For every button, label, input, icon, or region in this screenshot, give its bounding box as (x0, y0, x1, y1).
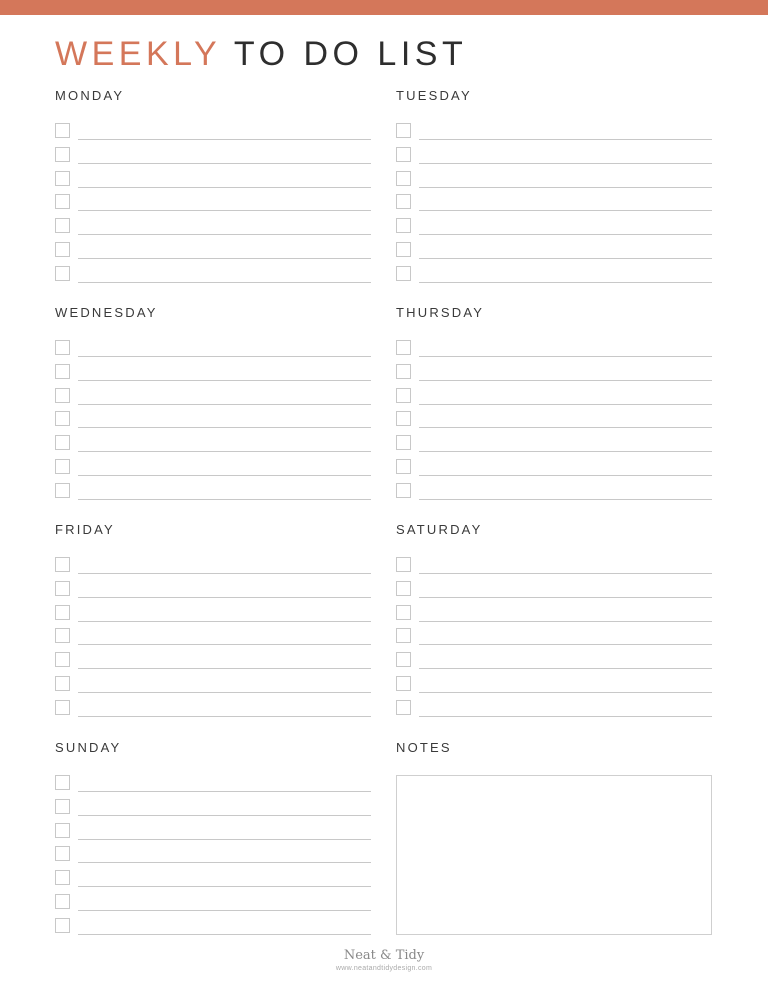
task-checkbox[interactable] (396, 340, 411, 355)
footer (0, 948, 768, 974)
task-checkbox[interactable] (396, 483, 411, 498)
task-line[interactable] (419, 187, 712, 188)
task-line[interactable] (419, 573, 712, 574)
task-line[interactable] (78, 791, 371, 792)
task-line[interactable] (419, 163, 712, 164)
task-checkbox[interactable] (396, 435, 411, 450)
task-line[interactable] (419, 356, 712, 357)
day-title: MONDAY (55, 88, 125, 103)
task-row (396, 435, 712, 459)
task-checkbox[interactable] (55, 870, 70, 885)
task-row (55, 775, 371, 799)
task-row (55, 918, 371, 942)
task-row (55, 364, 371, 388)
task-list (55, 557, 371, 724)
task-checkbox[interactable] (55, 483, 70, 498)
task-checkbox[interactable] (55, 364, 70, 379)
task-row (55, 459, 371, 483)
day-title: SATURDAY (396, 522, 483, 537)
task-row (55, 340, 371, 364)
task-line[interactable] (78, 234, 371, 235)
task-line[interactable] (419, 597, 712, 598)
task-line[interactable] (78, 282, 371, 283)
section-thursday (396, 305, 712, 507)
task-checkbox[interactable] (396, 411, 411, 426)
task-checkbox[interactable] (55, 218, 70, 233)
task-row (396, 194, 712, 218)
section-monday (55, 88, 371, 290)
task-checkbox[interactable] (55, 628, 70, 643)
task-checkbox[interactable] (396, 700, 411, 715)
task-row (396, 652, 712, 676)
task-checkbox[interactable] (55, 652, 70, 667)
task-row (396, 411, 712, 435)
day-title: WEDNESDAY (55, 305, 158, 320)
task-row (396, 266, 712, 290)
section-friday (55, 522, 371, 724)
task-row (396, 123, 712, 147)
task-row (55, 266, 371, 290)
task-line[interactable] (78, 862, 371, 863)
task-row (55, 605, 371, 629)
task-checkbox[interactable] (396, 605, 411, 620)
task-line[interactable] (419, 451, 712, 452)
task-list (55, 775, 371, 942)
task-line[interactable] (78, 621, 371, 622)
task-line[interactable] (419, 380, 712, 381)
task-row (396, 340, 712, 364)
task-row (55, 194, 371, 218)
task-line[interactable] (78, 597, 371, 598)
task-line[interactable] (78, 451, 371, 452)
task-line[interactable] (78, 668, 371, 669)
task-checkbox[interactable] (55, 435, 70, 450)
task-checkbox[interactable] (396, 628, 411, 643)
task-checkbox[interactable] (396, 652, 411, 667)
section-notes (396, 740, 712, 935)
task-checkbox[interactable] (55, 846, 70, 861)
task-checkbox[interactable] (396, 388, 411, 403)
task-row (55, 823, 371, 847)
task-checkbox[interactable] (396, 218, 411, 233)
task-checkbox[interactable] (55, 605, 70, 620)
notes-box[interactable] (396, 775, 712, 935)
task-line[interactable] (78, 356, 371, 357)
task-line[interactable] (78, 716, 371, 717)
section-sunday (55, 740, 371, 942)
brand-name: Neat & Tidy (343, 948, 425, 963)
task-row (396, 147, 712, 171)
task-row (396, 581, 712, 605)
task-checkbox[interactable] (55, 411, 70, 426)
task-checkbox[interactable] (55, 775, 70, 790)
task-checkbox[interactable] (55, 894, 70, 909)
task-row (396, 483, 712, 507)
task-row (396, 242, 712, 266)
task-row (55, 147, 371, 171)
day-title: FRIDAY (55, 522, 115, 537)
task-line[interactable] (419, 621, 712, 622)
day-title: THURSDAY (396, 305, 485, 320)
task-checkbox[interactable] (55, 557, 70, 572)
task-line[interactable] (419, 668, 712, 669)
title-accent: WEEKLY (55, 35, 221, 73)
task-line[interactable] (78, 475, 371, 476)
task-line[interactable] (419, 716, 712, 717)
task-row (55, 123, 371, 147)
task-list (55, 340, 371, 507)
task-checkbox[interactable] (55, 676, 70, 691)
task-row (55, 388, 371, 412)
task-line[interactable] (78, 886, 371, 887)
task-row (55, 483, 371, 507)
task-line[interactable] (78, 187, 371, 188)
task-list (55, 123, 371, 290)
task-row (396, 218, 712, 242)
task-line[interactable] (419, 475, 712, 476)
task-checkbox[interactable] (55, 799, 70, 814)
task-row (396, 628, 712, 652)
task-line[interactable] (419, 404, 712, 405)
task-line[interactable] (419, 499, 712, 500)
task-line[interactable] (78, 139, 371, 140)
task-row (55, 700, 371, 724)
task-row (396, 364, 712, 388)
task-checkbox[interactable] (396, 581, 411, 596)
task-line[interactable] (78, 499, 371, 500)
task-list (396, 123, 712, 290)
task-checkbox[interactable] (396, 676, 411, 691)
task-checkbox[interactable] (55, 147, 70, 162)
section-wednesday (55, 305, 371, 507)
task-line[interactable] (78, 815, 371, 816)
task-row (55, 846, 371, 870)
day-title: SUNDAY (55, 740, 122, 755)
task-row (55, 799, 371, 823)
task-line[interactable] (78, 934, 371, 935)
task-row (55, 171, 371, 195)
task-checkbox[interactable] (55, 123, 70, 138)
task-checkbox[interactable] (55, 918, 70, 933)
task-checkbox[interactable] (396, 194, 411, 209)
title-rest: TO DO LIST (233, 35, 468, 73)
task-row (55, 581, 371, 605)
task-list (396, 557, 712, 724)
task-checkbox[interactable] (396, 123, 411, 138)
task-row (55, 557, 371, 581)
section-saturday (396, 522, 712, 724)
task-row (55, 435, 371, 459)
task-line[interactable] (419, 427, 712, 428)
task-checkbox[interactable] (55, 581, 70, 596)
task-row (55, 870, 371, 894)
task-checkbox[interactable] (55, 242, 70, 257)
task-line[interactable] (78, 573, 371, 574)
task-line[interactable] (78, 380, 371, 381)
task-checkbox[interactable] (396, 557, 411, 572)
task-line[interactable] (78, 692, 371, 693)
task-row (55, 676, 371, 700)
task-checkbox[interactable] (396, 147, 411, 162)
task-checkbox[interactable] (396, 266, 411, 281)
task-row (396, 605, 712, 629)
task-checkbox[interactable] (396, 364, 411, 379)
website-url: www.neatandtidydesign.com (335, 965, 433, 972)
task-line[interactable] (419, 258, 712, 259)
task-checkbox[interactable] (55, 171, 70, 186)
task-checkbox[interactable] (55, 266, 70, 281)
task-line[interactable] (78, 404, 371, 405)
task-line[interactable] (78, 427, 371, 428)
task-checkbox[interactable] (55, 823, 70, 838)
task-line[interactable] (419, 210, 712, 211)
task-line[interactable] (78, 210, 371, 211)
task-line[interactable] (78, 910, 371, 911)
task-row (396, 459, 712, 483)
section-tuesday (396, 88, 712, 290)
task-row (55, 242, 371, 266)
task-row (396, 388, 712, 412)
task-checkbox[interactable] (396, 242, 411, 257)
task-row (396, 700, 712, 724)
task-row (396, 171, 712, 195)
task-row (396, 676, 712, 700)
task-line[interactable] (419, 282, 712, 283)
task-line[interactable] (78, 644, 371, 645)
task-checkbox[interactable] (396, 459, 411, 474)
task-row (55, 218, 371, 242)
task-checkbox[interactable] (55, 340, 70, 355)
task-checkbox[interactable] (55, 459, 70, 474)
task-line[interactable] (419, 692, 712, 693)
task-line[interactable] (78, 839, 371, 840)
task-checkbox[interactable] (55, 388, 70, 403)
task-checkbox[interactable] (396, 171, 411, 186)
task-line[interactable] (419, 644, 712, 645)
task-line[interactable] (78, 163, 371, 164)
day-title: TUESDAY (396, 88, 472, 103)
task-row (55, 894, 371, 918)
top-accent-bar (0, 0, 768, 15)
task-line[interactable] (419, 234, 712, 235)
task-row (55, 628, 371, 652)
task-line[interactable] (419, 139, 712, 140)
task-row (396, 557, 712, 581)
notes-title: NOTES (396, 740, 452, 755)
task-checkbox[interactable] (55, 194, 70, 209)
task-list (396, 340, 712, 507)
task-row (55, 411, 371, 435)
task-line[interactable] (78, 258, 371, 259)
page-title (55, 34, 467, 74)
task-row (55, 652, 371, 676)
task-checkbox[interactable] (55, 700, 70, 715)
